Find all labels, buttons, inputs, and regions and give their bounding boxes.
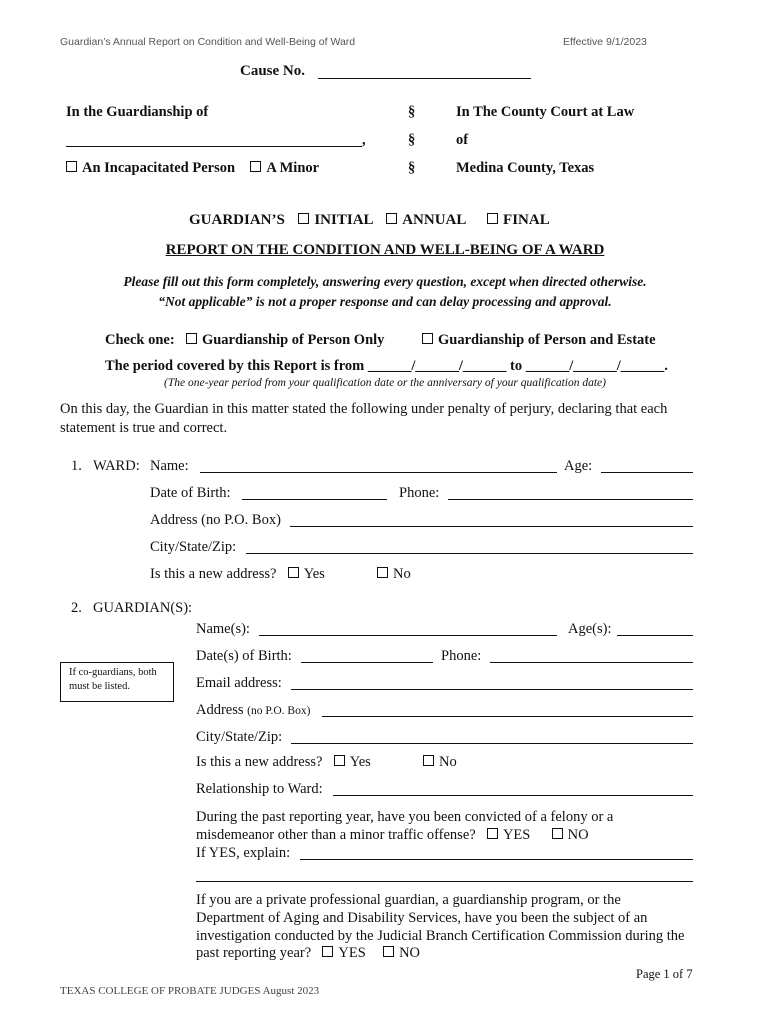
page-number: Page 1 of 7 bbox=[636, 967, 693, 981]
guardian-phone-label: Phone: bbox=[441, 648, 482, 664]
guardian-phone-field[interactable] bbox=[490, 662, 693, 663]
felony-explain-field-2[interactable] bbox=[196, 881, 693, 882]
private-question-line-4: past reporting year? YES NO bbox=[196, 945, 421, 961]
ward-name-field[interactable] bbox=[200, 472, 557, 473]
person-only-checkbox[interactable] bbox=[186, 333, 197, 344]
header-form-title: Guardian’s Annual Report on Condition and Well-Being of Ward bbox=[60, 36, 356, 48]
court-line-3: Medina County, Texas bbox=[456, 160, 595, 176]
felony-explain-label: If YES, explain: bbox=[196, 845, 291, 861]
guardian-address-label: Address (no P.O. Box) bbox=[196, 702, 311, 718]
guardian-dobs-label: Date(s) of Birth: bbox=[196, 648, 292, 664]
section-sign-2: § bbox=[408, 132, 416, 148]
ward-address-field[interactable] bbox=[290, 526, 693, 527]
guardian-ages-field[interactable] bbox=[617, 635, 693, 636]
ward-phone-field[interactable] bbox=[448, 499, 693, 500]
court-line-2: of bbox=[456, 132, 469, 148]
guardian-email-field[interactable] bbox=[291, 689, 693, 690]
guardian-city-label: City/State/Zip: bbox=[196, 729, 283, 745]
ward-caption-name-field[interactable] bbox=[66, 146, 362, 147]
check-one-row: Check one: Guardianship of Person Only bbox=[105, 332, 385, 348]
report-type-row: GUARDIAN’S INITIAL ANNUAL FINAL bbox=[189, 212, 550, 228]
ward-city-field[interactable] bbox=[246, 553, 693, 554]
private-question-line-2: Department of Aging and Disability Services, have you been the subject of an bbox=[196, 910, 648, 926]
private-question-line-1: If you are a private professional guardian, a guardianship program, or the bbox=[196, 892, 621, 908]
felony-question-line-2: misdemeanor other than a minor traffic offense? YES NO bbox=[196, 827, 589, 843]
person-estate-checkbox[interactable] bbox=[422, 333, 433, 344]
period-note: (The one-year period from your qualification date or the anniversary of your qualification date) bbox=[164, 377, 606, 389]
oath-line-2: statement is true and correct. bbox=[60, 420, 228, 436]
ward-address-label: Address (no P.O. Box) bbox=[150, 512, 281, 528]
private-no-checkbox[interactable] bbox=[383, 946, 394, 957]
oath-line-1: On this day, the Guardian in this matter stated the following under penalty of perjury, declaring that each bbox=[60, 401, 668, 417]
ward-age-label: Age: bbox=[564, 458, 593, 474]
ward-phone-label: Phone: bbox=[399, 485, 440, 501]
felony-no-checkbox[interactable] bbox=[552, 828, 563, 839]
ward-new-address-yes-checkbox[interactable] bbox=[288, 567, 299, 578]
guardianship-of-label: In the Guardianship of bbox=[66, 104, 209, 120]
annual-checkbox[interactable] bbox=[386, 213, 397, 224]
guardian-email-label: Email address: bbox=[196, 675, 282, 691]
ward-city-label: City/State/Zip: bbox=[150, 539, 237, 555]
ward-number: 1. bbox=[71, 458, 82, 474]
felony-question-line-1: During the past reporting year, have you been convicted of a felony or a bbox=[196, 809, 614, 825]
private-question-line-3: investigation conducted by the Judicial Branch Certification Commission during the bbox=[196, 928, 685, 944]
guardian-ages-label: Age(s): bbox=[568, 621, 612, 637]
guardian-names-label: Name(s): bbox=[196, 621, 250, 637]
report-title: REPORT ON THE CONDITION AND WELL-BEING OF A WARD bbox=[165, 242, 605, 258]
ward-age-field[interactable] bbox=[601, 472, 693, 473]
guardian-dobs-field[interactable] bbox=[301, 662, 433, 663]
ward-heading: WARD: bbox=[93, 458, 140, 474]
felony-explain-field[interactable] bbox=[300, 859, 693, 860]
ward-dob-label: Date of Birth: bbox=[150, 485, 231, 501]
section-sign-1: § bbox=[408, 104, 416, 120]
ward-new-address-row: Is this a new address? Yes bbox=[150, 566, 325, 582]
section-sign-3: § bbox=[408, 160, 416, 176]
caption-comma: , bbox=[362, 132, 366, 148]
guardian-new-address-yes-checkbox[interactable] bbox=[334, 755, 345, 766]
guardian-names-field[interactable] bbox=[259, 635, 557, 636]
ward-new-address-no-option[interactable]: No bbox=[377, 566, 411, 583]
private-yes-checkbox[interactable] bbox=[322, 946, 333, 957]
cause-no-field[interactable] bbox=[318, 78, 531, 79]
guardian-city-field[interactable] bbox=[291, 743, 693, 744]
instructions-line-1: Please fill out this form completely, answering every question, except when directed otherwise. bbox=[123, 274, 647, 289]
guardian-new-address-no-option[interactable]: No bbox=[423, 754, 457, 771]
instructions-line-2: “Not applicable” is not a proper response and can delay processing and approval. bbox=[158, 294, 612, 309]
court-line-1: In The County Court at Law bbox=[456, 104, 635, 120]
guardian-new-address-no-checkbox[interactable] bbox=[423, 755, 434, 766]
felony-yes-checkbox[interactable] bbox=[487, 828, 498, 839]
co-guardians-note: If co-guardians, both must be listed. bbox=[60, 662, 174, 702]
guardian-new-address-row: Is this a new address? Yes bbox=[196, 754, 371, 770]
guardian-address-field[interactable] bbox=[322, 716, 693, 717]
person-estate-option[interactable]: Guardianship of Person and Estate bbox=[422, 332, 656, 349]
relationship-field[interactable] bbox=[333, 795, 693, 796]
incapacitated-option[interactable]: An Incapacitated Person A Minor bbox=[66, 160, 319, 177]
header-effective-date: Effective 9/1/2023 bbox=[563, 36, 647, 48]
ward-name-label: Name: bbox=[150, 458, 189, 474]
guardian-number: 2. bbox=[71, 600, 82, 616]
period-covered: The period covered by this Report is from ______/______/______ to ______/______/______. bbox=[105, 358, 668, 374]
minor-checkbox[interactable] bbox=[250, 161, 261, 172]
initial-checkbox[interactable] bbox=[298, 213, 309, 224]
incapacitated-checkbox[interactable] bbox=[66, 161, 77, 172]
ward-new-address-no-checkbox[interactable] bbox=[377, 567, 388, 578]
guardian-heading: GUARDIAN(S): bbox=[93, 600, 193, 616]
cause-no-label: Cause No. bbox=[240, 63, 306, 79]
ward-dob-field[interactable] bbox=[242, 499, 387, 500]
final-checkbox[interactable] bbox=[487, 213, 498, 224]
footer-org: TEXAS COLLEGE OF PROBATE JUDGES August 2023 bbox=[60, 985, 320, 997]
relationship-label: Relationship to Ward: bbox=[196, 781, 323, 797]
